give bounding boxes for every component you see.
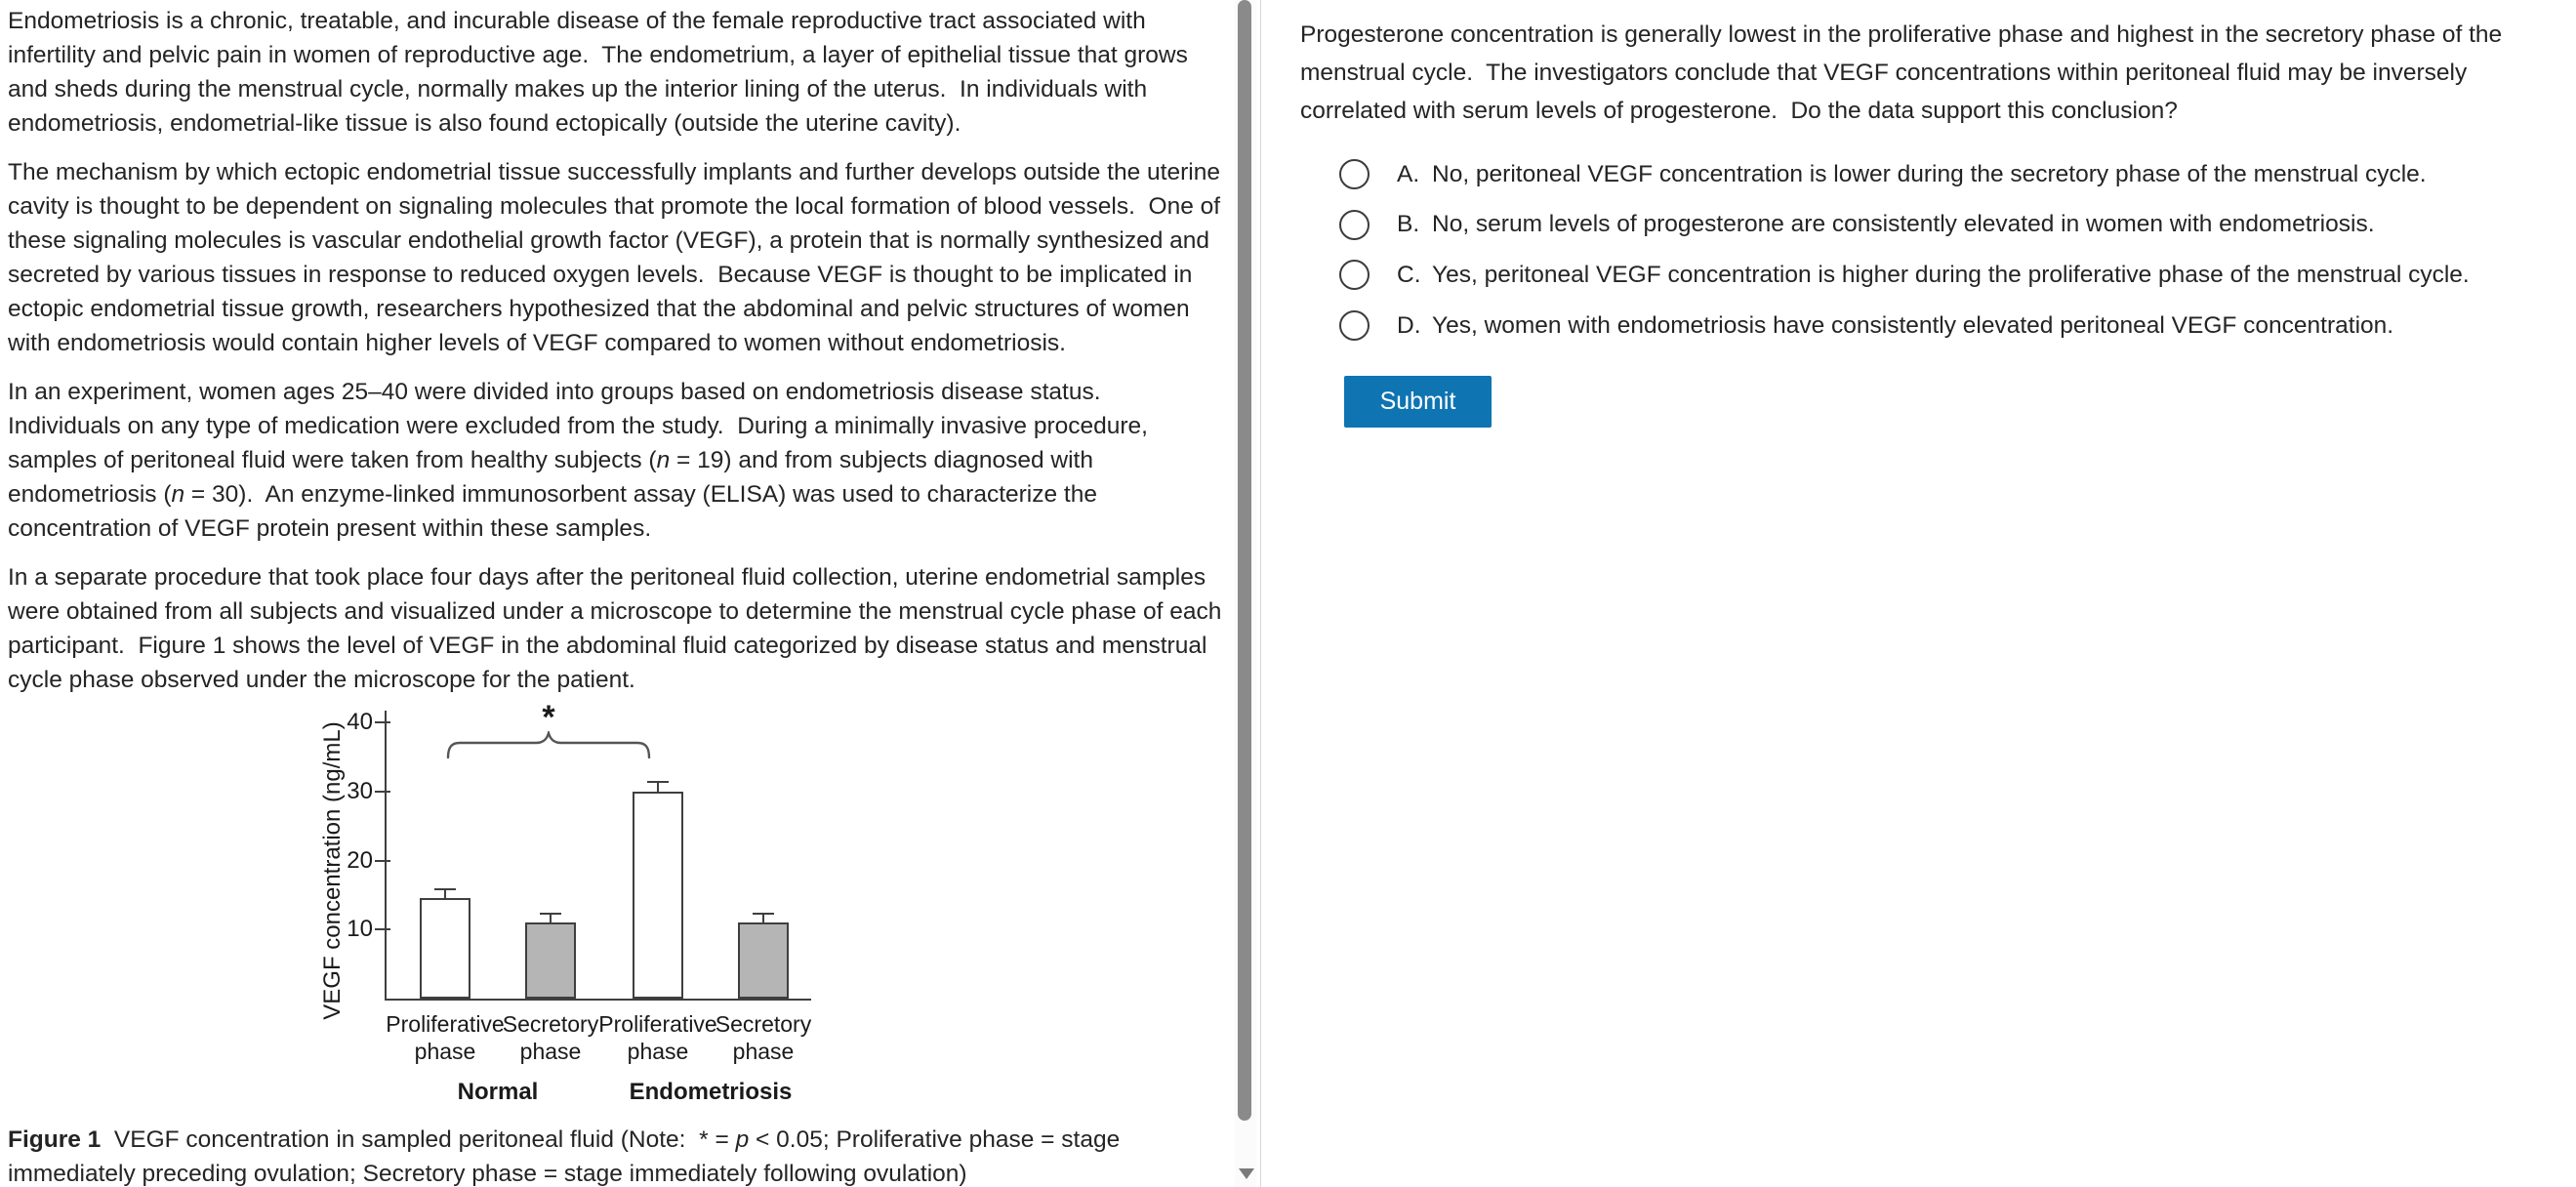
category-label: Secretory phase — [715, 1011, 812, 1064]
y-tick — [375, 928, 390, 930]
option-letter: C. — [1397, 261, 1421, 288]
y-axis-title: VEGF concentration (ng/mL) — [319, 721, 346, 1020]
passage-paragraph-2 — [8, 155, 1226, 360]
answer-options — [1339, 149, 2550, 350]
option-text: Yes, peritoneal VEGF concentration is higher during the proliferative phase of the menstrual cycle. — [1432, 261, 2470, 288]
y-axis-line — [385, 711, 387, 1001]
y-tick-label: 40 — [347, 709, 373, 735]
option-letter: D. — [1397, 311, 1421, 339]
y-tick-label: 30 — [347, 777, 373, 804]
answer-option-d[interactable] — [1339, 301, 2550, 351]
text-segment: Endometriosis is a chronic, treatable, and incurable disease of the female reproductive tract associated with infertility and pelvic pain in women of reproductive age. The endometrium, a layer of epithelial tissue that grows and sheds during the menstrual cycle, normally makes up the interior lining of the uterus. In individuals with endometriosis, endometrial-like tissue is also found ectopically (outside the uterine cavity). — [8, 8, 1195, 137]
option-letter: A. — [1397, 160, 1420, 187]
answer-option-b[interactable] — [1339, 200, 2550, 251]
passage-paragraph-1 — [8, 4, 1226, 141]
option-text: No, peritoneal VEGF concentration is lower during the secretory phase of the menstrual cycle. — [1432, 160, 2427, 187]
radio-button-c[interactable] — [1339, 260, 1370, 290]
category-label: Secretory phase — [502, 1011, 599, 1064]
category-label: Proliferative phase — [386, 1011, 505, 1064]
text-segment: n — [656, 447, 671, 473]
scrollbar-down-arrow-icon[interactable] — [1239, 1168, 1254, 1179]
text-segment: In a separate procedure that took place four days after the peritoneal fluid collection, uterine endometrial samples were obtained from all subjects and visualized under a microscope to determine the menstrual cycle phase of each participant. Figure 1 shows the level of VEGF in the abdominal fluid categorized by disease status and menstrual cycle phase observed under the microscope for the patient. — [8, 564, 1229, 693]
text-segment: p — [735, 1126, 750, 1153]
significance-star: * — [542, 699, 555, 736]
bar — [525, 922, 576, 999]
bar — [633, 792, 683, 999]
option-letter: B. — [1397, 211, 1420, 238]
figure-caption — [8, 1123, 1218, 1187]
group-label: Normal — [457, 1079, 539, 1105]
error-bar-cap — [647, 781, 669, 783]
error-bar-cap — [753, 913, 774, 915]
question-panel — [1261, 0, 2576, 1187]
answer-option-a[interactable] — [1339, 149, 2550, 200]
text-segment: The mechanism by which ectopic endometrial tissue successfully implants and further develops outside the uterine cavity is thought to be dependent on signaling molecules that promote the local formation of blood vessels. One of these signaling molecules is vascular endothelial growth factor (VEGF), a protein that is normally synthesized and secreted by various tissues in response to reduced oxygen levels. Because VEGF is thought to be implicated in ectopic endometrial tissue growth, researchers hypothesized that the abdominal and pelvic structures of women with endometriosis would contain higher levels of VEGF compared to women without endometriosis. — [8, 159, 1227, 356]
text-segment: = 19) and from subjects diagnosed with endometriosis ( — [8, 447, 1100, 508]
figure-1-chart — [321, 699, 824, 1119]
error-bar-stem — [444, 890, 446, 898]
x-axis-line — [385, 999, 811, 1001]
y-tick-label: 10 — [347, 916, 373, 943]
y-tick — [375, 791, 390, 793]
error-bar-stem — [762, 915, 764, 922]
passage-paragraph-4 — [8, 560, 1229, 697]
option-text: Yes, women with endometriosis have consistently elevated peritoneal VEGF concentration. — [1432, 311, 2394, 339]
answer-option-c[interactable] — [1339, 250, 2550, 301]
text-segment: n — [171, 481, 185, 508]
text-segment: Figure 1 — [8, 1126, 102, 1153]
category-label: Proliferative phase — [598, 1011, 717, 1064]
submit-button[interactable]: Submit — [1344, 376, 1492, 428]
question-stem: Progesterone concentration is generally lowest in the proliferative phase and highest in the secretory phase of the menstrual cycle. The investigators conclude that VEGF concentrations within peritoneal fluid may be inversely correlated with serum levels of progesterone. Do the data support this conclusion? — [1300, 21, 2509, 124]
bar — [420, 898, 470, 999]
error-bar-cap — [540, 913, 561, 915]
radio-button-d[interactable] — [1339, 310, 1370, 341]
option-text: No, serum levels of progesterone are consistently elevated in women with endometriosis. — [1432, 211, 2375, 238]
y-tick — [375, 860, 390, 862]
radio-button-a[interactable] — [1339, 159, 1370, 189]
passage-paragraph-3 — [8, 375, 1226, 546]
figure-1-plot — [321, 699, 824, 1119]
passage-panel — [0, 0, 1261, 1187]
y-tick-label: 20 — [347, 846, 373, 874]
text-segment: VEGF concentration in sampled peritoneal fluid (Note: * = — [101, 1126, 736, 1153]
passage-text — [8, 4, 1229, 712]
radio-button-b[interactable] — [1339, 210, 1370, 240]
left-panel-scrollbar-thumb[interactable] — [1238, 0, 1251, 1121]
text-segment: In an experiment, women ages 25–40 were divided into groups based on endometriosis disease status. Individuals on any type of medication were excluded from the study. During a minimally invasive procedure, samples of peritoneal fluid were taken from healthy subjects ( — [8, 379, 1155, 473]
group-label: Endometriosis — [629, 1079, 793, 1105]
error-bar-cap — [434, 888, 456, 890]
bar — [738, 922, 789, 999]
error-bar-stem — [550, 915, 552, 922]
text-segment: = 30). An enzyme-linked immunosorbent assay (ELISA) was used to characterize the concentration of VEGF protein present within these samples. — [8, 481, 1104, 542]
y-tick — [375, 721, 390, 723]
text-segment: < 0.05; Proliferative phase = stage immediately preceding ovulation; Secretory phase = stage immediately following ovulation) — [8, 1126, 1127, 1187]
error-bar-stem — [657, 783, 659, 791]
